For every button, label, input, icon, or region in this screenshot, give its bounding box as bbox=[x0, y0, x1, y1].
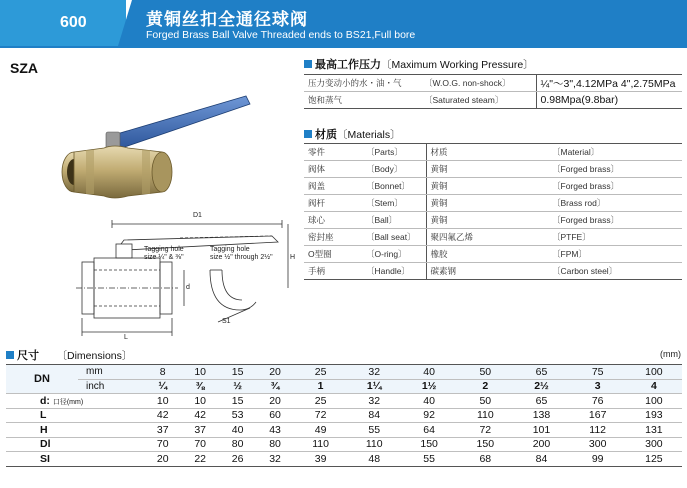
mm-value: 20 bbox=[256, 365, 293, 380]
mm-value: 75 bbox=[570, 365, 626, 380]
product-subtitle: Forged Brass Ball Valve Threaded ends to BS21,Full bore bbox=[146, 29, 416, 41]
dim-value: 40 bbox=[401, 394, 457, 409]
valve-photo bbox=[50, 92, 280, 202]
dn-label: DN bbox=[6, 365, 78, 394]
mm-value: 10 bbox=[181, 365, 218, 380]
pressure-heading-en: 〔Maximum Working Pressure〕 bbox=[381, 59, 534, 71]
row-label: SI bbox=[6, 452, 144, 467]
mm-value: 8 bbox=[144, 365, 181, 380]
dim-value: 50 bbox=[457, 394, 513, 409]
materials-heading-cn: 材质 bbox=[315, 129, 337, 141]
section-square-icon bbox=[304, 130, 312, 138]
section-square-icon bbox=[6, 351, 14, 359]
material-en: 〔Forged brass〕 bbox=[548, 178, 682, 195]
materials-row bbox=[304, 263, 682, 280]
pressure-en: 〔W.O.G. non-shock〕 bbox=[420, 75, 536, 92]
pressure-row bbox=[304, 92, 682, 109]
dim-value: 49 bbox=[294, 423, 348, 438]
dim-value: 99 bbox=[570, 452, 626, 467]
materials-row bbox=[304, 178, 682, 195]
mm-row bbox=[6, 365, 682, 380]
dim-value: 10 bbox=[181, 394, 218, 409]
dim-value: 32 bbox=[347, 394, 401, 409]
part-cn: 球心 bbox=[304, 212, 362, 229]
dim-value: 32 bbox=[256, 452, 293, 467]
mm-value: 40 bbox=[401, 365, 457, 380]
pressure-value: ¼"～3",4.12MPa 4",2.75MPa bbox=[536, 75, 682, 92]
materials-row bbox=[304, 161, 682, 178]
dim-value: 43 bbox=[256, 423, 293, 438]
mm-value: 50 bbox=[457, 365, 513, 380]
mm-value: 25 bbox=[294, 365, 348, 380]
material-cn: 材质 bbox=[426, 144, 548, 161]
part-en: 〔Bonnet〕 bbox=[362, 178, 426, 195]
dim-value: 84 bbox=[347, 408, 401, 423]
material-en: 〔Brass rod〕 bbox=[548, 195, 682, 212]
dimensions-heading-en: 〔Dimensions〕 bbox=[56, 350, 133, 362]
dim-value: 150 bbox=[457, 437, 513, 452]
tag-hole-1-line2: size ¼" & ⅜" bbox=[144, 254, 184, 261]
pressure-table bbox=[304, 74, 682, 109]
product-title: 黄铜丝扣全通径球阀 bbox=[146, 10, 308, 29]
dim-value: 37 bbox=[144, 423, 181, 438]
material-cn: 黄铜 bbox=[426, 178, 548, 195]
pressure-en: 〔Saturated steam〕 bbox=[420, 92, 536, 109]
materials-heading bbox=[304, 126, 401, 142]
material-en: 〔Material〕 bbox=[548, 144, 682, 161]
tag-hole-label-1 bbox=[144, 246, 184, 262]
materials-heading-en: 〔Materials〕 bbox=[337, 129, 401, 141]
inch-value: ¼ bbox=[144, 379, 181, 394]
dimension-row-h bbox=[6, 423, 682, 438]
material-en: 〔Forged brass〕 bbox=[548, 161, 682, 178]
dimensions-unit: (mm) bbox=[660, 349, 681, 359]
part-cn: 阀盖 bbox=[304, 178, 362, 195]
dimension-row-l bbox=[6, 408, 682, 423]
part-cn: O型圈 bbox=[304, 246, 362, 263]
pressure-value: 0.98Mpa(9.8bar) bbox=[536, 92, 682, 109]
dim-value: 22 bbox=[181, 452, 218, 467]
material-cn: 黄铜 bbox=[426, 212, 548, 229]
row-label-text: d: bbox=[40, 394, 50, 407]
dim-value: 39 bbox=[294, 452, 348, 467]
dim-value: 100 bbox=[626, 394, 682, 409]
dim-value: 48 bbox=[347, 452, 401, 467]
mm-value: 65 bbox=[513, 365, 569, 380]
tag-hole-2-line1: Tagging hole bbox=[210, 246, 250, 253]
part-en: 〔Ball〕 bbox=[362, 212, 426, 229]
label-h: H bbox=[290, 254, 296, 261]
inch-value: 1 bbox=[294, 379, 348, 394]
dim-value: 37 bbox=[181, 423, 218, 438]
material-en: 〔FPM〕 bbox=[548, 246, 682, 263]
dim-value: 53 bbox=[219, 408, 256, 423]
dim-value: 72 bbox=[457, 423, 513, 438]
dim-value: 68 bbox=[457, 452, 513, 467]
material-en: 〔Carbon steel〕 bbox=[548, 263, 682, 280]
inch-value: 2½ bbox=[513, 379, 569, 394]
label-d1: D1 bbox=[193, 212, 202, 219]
inch-row bbox=[6, 379, 682, 394]
dimension-row-si bbox=[6, 452, 682, 467]
dim-value: 65 bbox=[513, 394, 569, 409]
dim-value: 20 bbox=[256, 394, 293, 409]
dimension-row-d bbox=[6, 394, 682, 409]
part-en: 〔Parts〕 bbox=[362, 144, 426, 161]
tag-hole-1-line1: Tagging hole bbox=[144, 246, 184, 253]
label-d: d bbox=[186, 284, 190, 291]
mm-label: mm bbox=[78, 365, 144, 380]
dim-value: 40 bbox=[219, 423, 256, 438]
inch-label: inch bbox=[78, 379, 144, 394]
header-rule bbox=[0, 46, 687, 48]
part-cn: 零件 bbox=[304, 144, 362, 161]
dim-value: 64 bbox=[401, 423, 457, 438]
part-cn: 密封座 bbox=[304, 229, 362, 246]
material-en: 〔Forged brass〕 bbox=[548, 212, 682, 229]
inch-value: 1¼ bbox=[347, 379, 401, 394]
dim-value: 70 bbox=[181, 437, 218, 452]
inch-value: 3 bbox=[570, 379, 626, 394]
inch-value: ¾ bbox=[256, 379, 293, 394]
materials-row bbox=[304, 212, 682, 229]
materials-table bbox=[304, 143, 682, 280]
dim-value: 110 bbox=[294, 437, 348, 452]
dim-value: 138 bbox=[513, 408, 569, 423]
dimensions-table bbox=[6, 364, 682, 467]
technical-drawing bbox=[50, 210, 300, 345]
materials-row bbox=[304, 246, 682, 263]
dim-value: 42 bbox=[181, 408, 218, 423]
dim-value: 76 bbox=[570, 394, 626, 409]
part-en: 〔Ball seat〕 bbox=[362, 229, 426, 246]
dim-value: 110 bbox=[347, 437, 401, 452]
dim-value: 300 bbox=[626, 437, 682, 452]
drawing-lines bbox=[50, 210, 300, 345]
pressure-cn: 饱和蒸气 bbox=[304, 92, 420, 109]
dim-value: 15 bbox=[219, 394, 256, 409]
dim-value: 101 bbox=[513, 423, 569, 438]
pressure-heading bbox=[304, 56, 534, 72]
inch-value: ⅜ bbox=[181, 379, 218, 394]
dim-value: 167 bbox=[570, 408, 626, 423]
dim-value: 92 bbox=[401, 408, 457, 423]
row-label: Dl bbox=[6, 437, 144, 452]
row-label-note: 口径(mm) bbox=[52, 398, 84, 406]
label-s1: S1 bbox=[222, 318, 231, 325]
part-en: 〔O-ring〕 bbox=[362, 246, 426, 263]
dim-value: 131 bbox=[626, 423, 682, 438]
inch-value: 4 bbox=[626, 379, 682, 394]
dimensions-heading-cn: 尺寸 bbox=[17, 350, 39, 362]
dim-value: 60 bbox=[256, 408, 293, 423]
dim-value: 55 bbox=[401, 452, 457, 467]
dim-value: 300 bbox=[570, 437, 626, 452]
inch-value: 1½ bbox=[401, 379, 457, 394]
part-en: 〔Stem〕 bbox=[362, 195, 426, 212]
part-cn: 阀体 bbox=[304, 161, 362, 178]
inch-value: 2 bbox=[457, 379, 513, 394]
dim-value: 72 bbox=[294, 408, 348, 423]
label-l: L bbox=[124, 334, 128, 341]
part-en: 〔Handle〕 bbox=[362, 263, 426, 280]
dim-value: 26 bbox=[219, 452, 256, 467]
dim-value: 80 bbox=[256, 437, 293, 452]
mm-value: 32 bbox=[347, 365, 401, 380]
dim-value: 10 bbox=[144, 394, 181, 409]
material-cn: 黄铜 bbox=[426, 161, 548, 178]
materials-row bbox=[304, 144, 682, 161]
dim-value: 20 bbox=[144, 452, 181, 467]
dim-value: 112 bbox=[570, 423, 626, 438]
dim-value: 110 bbox=[457, 408, 513, 423]
material-en: 〔PTFE〕 bbox=[548, 229, 682, 246]
dimension-row-dl bbox=[6, 437, 682, 452]
section-square-icon bbox=[304, 60, 312, 68]
part-en: 〔Body〕 bbox=[362, 161, 426, 178]
materials-row bbox=[304, 229, 682, 246]
dim-value: 42 bbox=[144, 408, 181, 423]
row-label: L bbox=[6, 408, 144, 423]
material-cn: 碳素钢 bbox=[426, 263, 548, 280]
dim-value: 25 bbox=[294, 394, 348, 409]
row-label: H bbox=[6, 423, 144, 438]
model-code: SZA bbox=[10, 60, 38, 76]
dim-value: 84 bbox=[513, 452, 569, 467]
pressure-heading-cn: 最高工作压力 bbox=[315, 59, 381, 71]
tag-hole-2-line2: size ½" through 2½" bbox=[210, 254, 273, 261]
dim-value: 193 bbox=[626, 408, 682, 423]
dim-value: 200 bbox=[513, 437, 569, 452]
material-cn: 聚四氟乙烯 bbox=[426, 229, 548, 246]
dim-value: 125 bbox=[626, 452, 682, 467]
part-cn: 阀杆 bbox=[304, 195, 362, 212]
materials-row bbox=[304, 195, 682, 212]
tag-hole-label-2 bbox=[210, 246, 273, 262]
catalog-number: 600 bbox=[60, 14, 87, 31]
material-cn: 黄铜 bbox=[426, 195, 548, 212]
pressure-row bbox=[304, 75, 682, 92]
mm-value: 15 bbox=[219, 365, 256, 380]
dim-value: 80 bbox=[219, 437, 256, 452]
inch-value: ½ bbox=[219, 379, 256, 394]
material-cn: 橡胶 bbox=[426, 246, 548, 263]
row-label bbox=[6, 394, 144, 409]
dim-value: 55 bbox=[347, 423, 401, 438]
dim-value: 70 bbox=[144, 437, 181, 452]
dimensions-heading bbox=[6, 347, 132, 363]
mm-value: 100 bbox=[626, 365, 682, 380]
header-number-block bbox=[0, 0, 126, 46]
dim-value: 150 bbox=[401, 437, 457, 452]
part-cn: 手柄 bbox=[304, 263, 362, 280]
pressure-cn: 压力变动小的水・油・气 bbox=[304, 75, 420, 92]
